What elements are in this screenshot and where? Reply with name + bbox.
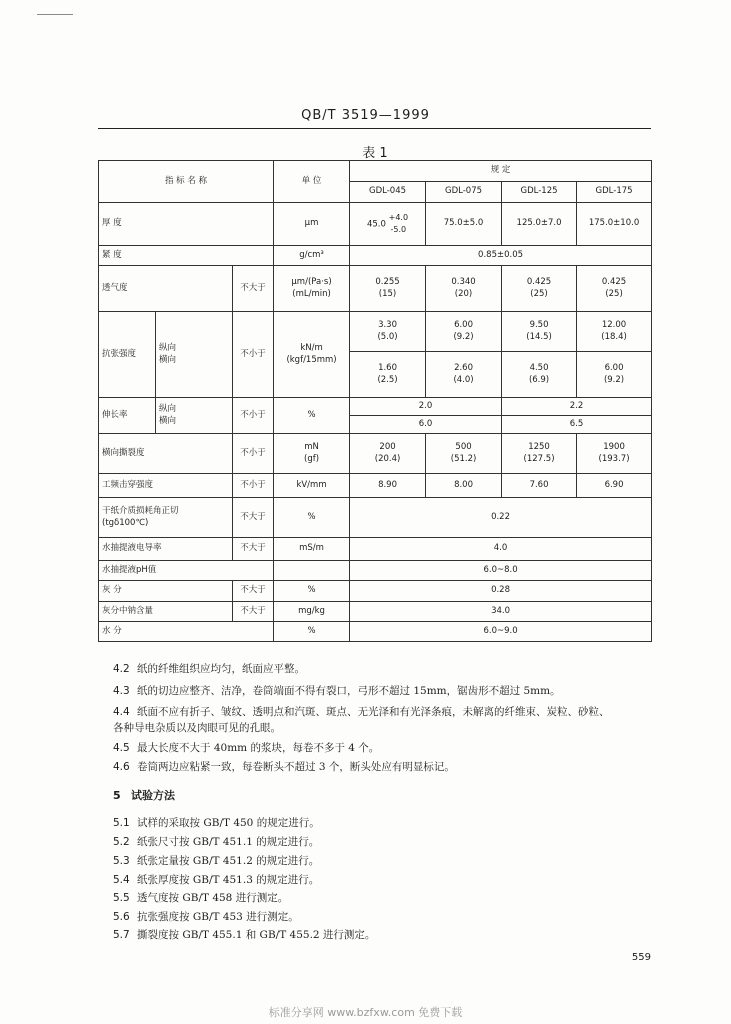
row-unit: % (274, 398, 350, 434)
cell-value: 6.0~8.0 (350, 561, 652, 581)
table-row (99, 498, 652, 538)
cell-value: 8.90 (350, 474, 426, 498)
row-label: 紧 度 (99, 246, 274, 266)
paragraph: 4.6 卷筒两边应粘紧一致，每卷断头不超过 3 个，断头处应有明显标记。 (113, 761, 455, 773)
footer-watermark: 标准分享网 www.bzfxw.com 免费下载 (268, 1006, 463, 1019)
row-unit: kN/m (kgf/15mm) (274, 312, 350, 398)
row-limit: 不大于 (233, 581, 274, 602)
cell-value: 2.2 (502, 398, 652, 416)
row-label: 厚 度 (99, 203, 274, 246)
cell-value: 8.00 (426, 474, 502, 498)
standard-code: QB/T 3519—1999 (301, 108, 430, 123)
row-label: 抗张强度 (99, 312, 156, 398)
cell-value: 1250 (127.5) (502, 434, 577, 474)
cell-value: 0.425 (25) (577, 266, 652, 312)
cell-value: 0.255 (15) (350, 266, 426, 312)
grade-header: GDL-125 (502, 182, 577, 203)
row-label: 灰 分 (99, 581, 233, 602)
section-heading: 5 试验方法 (113, 789, 175, 802)
row-unit (274, 561, 350, 581)
table-row (99, 266, 652, 312)
row-unit: kV/mm (274, 474, 350, 498)
row-unit: μm (274, 203, 350, 246)
row-unit: mN (gf) (274, 434, 350, 474)
table-row (99, 312, 652, 352)
row-limit: 不小于 (233, 434, 274, 474)
method-item: 5.4 纸张厚度按 GB/T 451.3 的规定进行。 (113, 874, 320, 886)
cell-value: 0.425 (25) (502, 266, 577, 312)
table-row (99, 581, 652, 602)
row-unit: % (274, 581, 350, 602)
cell-value: 9.50 (14.5) (502, 312, 577, 352)
table-row (99, 246, 652, 266)
header-spec: 规 定 (350, 161, 652, 182)
paragraph: 4.3 纸的切边应整齐、洁净，卷筒端面不得有裂口，弓形不超过 15mm，锯齿形不超过 5mm。 (113, 685, 561, 697)
method-item: 5.7 撕裂度按 GB/T 455.1 和 GB/T 455.2 进行测定。 (113, 929, 376, 941)
paragraph: 各种导电杂质以及肉眼可见的孔眼。 (113, 722, 281, 734)
cell-value: 6.00 (9.2) (426, 312, 502, 352)
table-row (99, 203, 652, 246)
cell-value: 6.5 (502, 416, 652, 434)
row-label: 伸长率 (99, 398, 156, 434)
paragraph: 4.2 纸的纤维组织应均匀，纸面应平整。 (113, 663, 305, 675)
paragraph: 4.5 最大长度不大于 40mm 的浆块，每卷不多于 4 个。 (113, 742, 380, 754)
row-unit: mg/kg (274, 602, 350, 622)
scan-mark (37, 14, 73, 15)
row-label: 灰分中钠含量 (99, 602, 233, 622)
method-item: 5.6 抗张强度按 GB/T 453 进行测定。 (113, 911, 299, 923)
row-label: 横向撕裂度 (99, 434, 233, 474)
row-label: 水抽提液pH值 (99, 561, 274, 581)
row-limit: 不大于 (233, 498, 274, 538)
grade-header: GDL-075 (426, 182, 502, 203)
row-unit: % (274, 622, 350, 642)
table-row (99, 538, 652, 561)
table-row (99, 474, 652, 498)
cell-value: 0.340 (20) (426, 266, 502, 312)
header-indicator: 指 标 名 称 (99, 161, 274, 203)
table-row (99, 161, 652, 182)
cell-value: 6.0~9.0 (350, 622, 652, 642)
cell-value: 0.85±0.05 (350, 246, 652, 266)
row-limit: 不大于 (233, 602, 274, 622)
row-label: 干纸介质损耗角正切 (tgδ100℃) (99, 498, 233, 538)
row-direction: 纵向 横向 (156, 398, 233, 434)
cell-value: 4.0 (350, 538, 652, 561)
cell-value: 3.30 (5.0) (350, 312, 426, 352)
cell-value: 200 (20.4) (350, 434, 426, 474)
cell-value: 34.0 (350, 602, 652, 622)
row-direction: 纵向 横向 (156, 312, 233, 398)
cell-value: 125.0±7.0 (502, 203, 577, 246)
cell-value: 7.60 (502, 474, 577, 498)
cell-value: 4.50 (6.9) (502, 352, 577, 398)
cell-value: 2.60 (4.0) (426, 352, 502, 398)
cell-value: 6.00 (9.2) (577, 352, 652, 398)
paragraph: 4.4 纸面不应有折子、皱纹、透明点和汽斑、斑点、无光泽和有光泽条痕，未解离的纤维束、炭粒、砂粒、 (113, 706, 610, 718)
row-label: 工频击穿强度 (99, 474, 233, 498)
cell-value: 6.0 (350, 416, 502, 434)
row-label: 水 分 (99, 622, 274, 642)
table-row (99, 398, 652, 416)
method-item: 5.1 试样的采取按 GB/T 450 的规定进行。 (113, 817, 320, 829)
cell-value: 75.0±5.0 (426, 203, 502, 246)
row-label: 透气度 (99, 266, 233, 312)
header-unit: 单 位 (274, 161, 350, 203)
table-title: 表 1 (362, 146, 388, 161)
spec-table (98, 160, 652, 642)
cell-value: 0.28 (350, 581, 652, 602)
table-row (99, 602, 652, 622)
cell-value: 500 (51.2) (426, 434, 502, 474)
row-unit: mS/m (274, 538, 350, 561)
cell-value: 0.22 (350, 498, 652, 538)
page-number: 559 (631, 952, 651, 963)
grade-header: GDL-175 (577, 182, 652, 203)
table-row (99, 434, 652, 474)
grade-header: GDL-045 (350, 182, 426, 203)
row-limit: 不大于 (233, 538, 274, 561)
row-limit: 不小于 (233, 398, 274, 434)
row-limit: 不小于 (233, 312, 274, 398)
cell-value: 175.0±10.0 (577, 203, 652, 246)
row-limit: 不小于 (233, 474, 274, 498)
row-label: 水抽提液电导率 (99, 538, 233, 561)
method-item: 5.2 纸张尺寸按 GB/T 451.1 的规定进行。 (113, 836, 320, 848)
row-unit: g/cm³ (274, 246, 350, 266)
row-unit: % (274, 498, 350, 538)
row-limit: 不大于 (233, 266, 274, 312)
cell-value: 6.90 (577, 474, 652, 498)
method-item: 5.3 纸张定量按 GB/T 451.2 的规定进行。 (113, 855, 320, 867)
table-row (99, 622, 652, 642)
cell-value: 45.0 +4.0 -5.0 (350, 203, 426, 246)
cell-value: 1900 (193.7) (577, 434, 652, 474)
cell-value: 2.0 (350, 398, 502, 416)
table-row (99, 561, 652, 581)
row-unit: μm/(Pa·s) (mL/min) (274, 266, 350, 312)
method-item: 5.5 透气度按 GB/T 458 进行测定。 (113, 892, 289, 904)
cell-value: 12.00 (18.4) (577, 312, 652, 352)
cell-value: 1.60 (2.5) (350, 352, 426, 398)
header-rule (98, 128, 651, 129)
